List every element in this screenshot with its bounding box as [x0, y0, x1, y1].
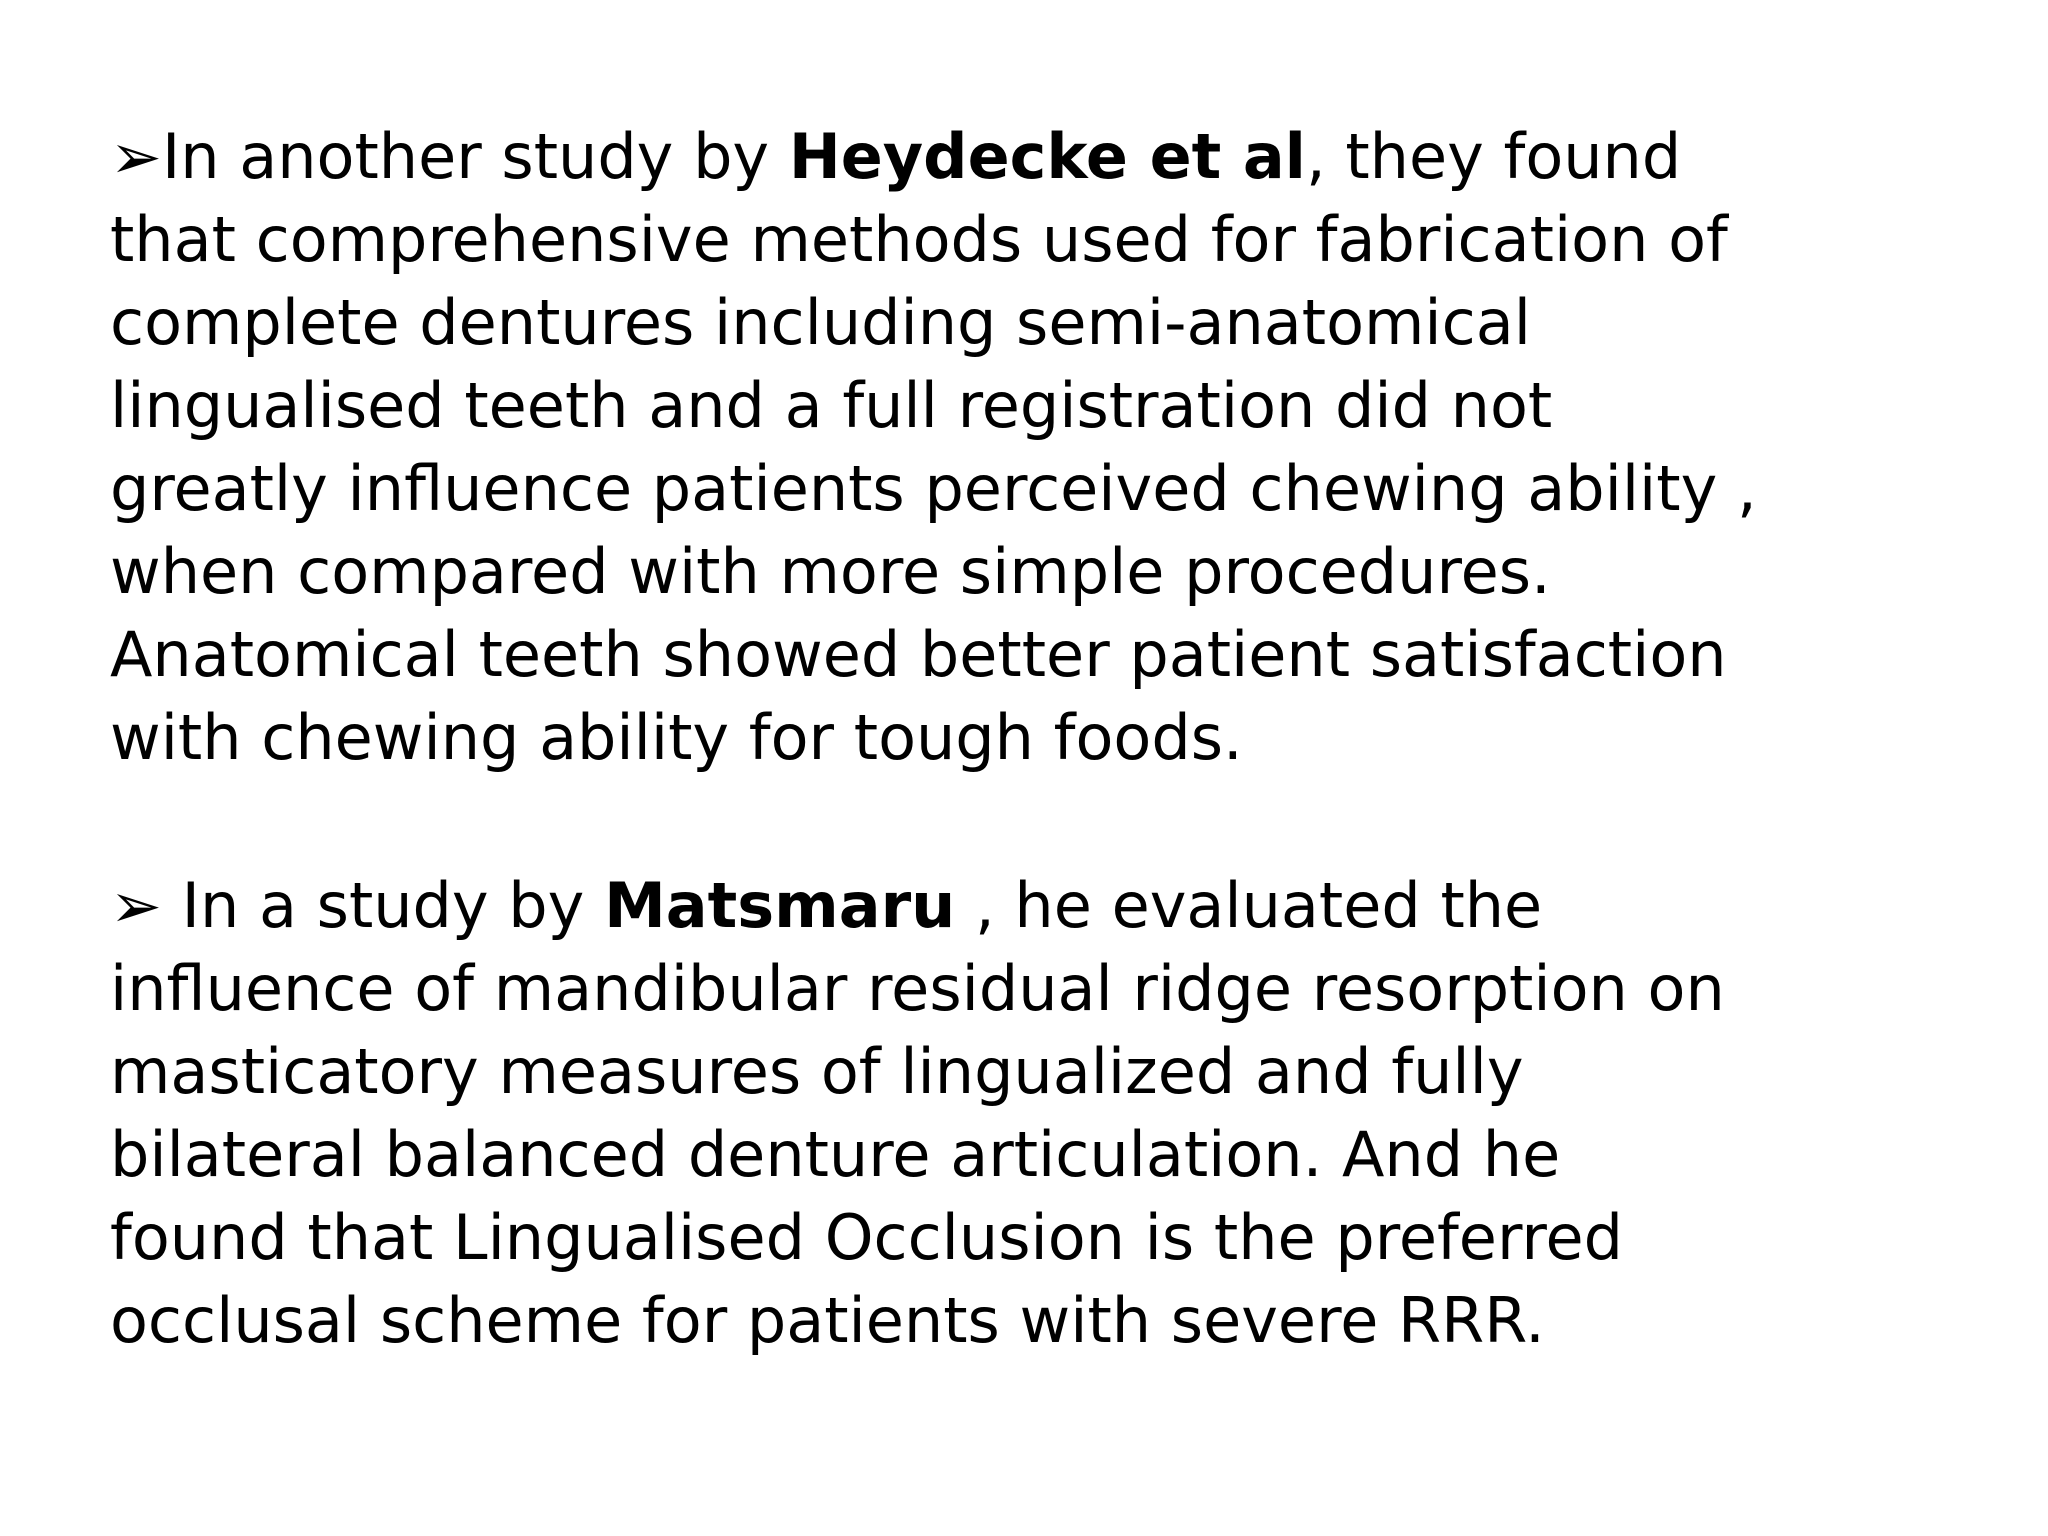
- paragraph-heydecke-line-1: [110, 115, 1757, 198]
- paragraph-line: occlusal scheme for patients with severe RRR.: [110, 1284, 1545, 1357]
- paragraph-line: complete dentures including semi-anatomical: [110, 286, 1531, 359]
- arrow-bullet-icon: ➢: [110, 869, 162, 942]
- paragraph-line: influence of mandibular residual ridge resorption on: [110, 952, 1725, 1025]
- author-name: Heydecke et al: [788, 120, 1306, 193]
- paragraph-heydecke: [110, 115, 1757, 779]
- after-author-text: , he evaluated the: [955, 869, 1543, 942]
- paragraph-line: Anatomical teeth showed better patient satisfaction: [110, 618, 1727, 691]
- intro-text: In another study by: [161, 120, 789, 193]
- paragraph-line: lingualised teeth and a full registration did not: [110, 369, 1553, 442]
- paragraph-line: greatly influence patients perceived chewing ability ,: [110, 452, 1757, 525]
- paragraph-line: when compared with more simple procedures.: [110, 535, 1551, 608]
- paragraph-line: bilateral balanced denture articulation. And he: [110, 1118, 1561, 1191]
- author-name: Matsmaru: [604, 869, 956, 942]
- arrow-bullet-icon: ➢: [110, 120, 162, 193]
- paragraph-line: that comprehensive methods used for fabrication of: [110, 203, 1728, 276]
- paragraph-line: masticatory measures of lingualized and fully: [110, 1035, 1524, 1108]
- paragraph-line: with chewing ability for tough foods.: [110, 701, 1243, 774]
- paragraph-matsmaru-line-1: [110, 864, 1725, 947]
- intro-text: In a study by: [161, 869, 605, 942]
- paragraph-matsmaru: [110, 864, 1725, 1362]
- after-author-text: , they found: [1305, 120, 1682, 193]
- paragraph-line: found that Lingualised Occlusion is the preferred: [110, 1201, 1623, 1274]
